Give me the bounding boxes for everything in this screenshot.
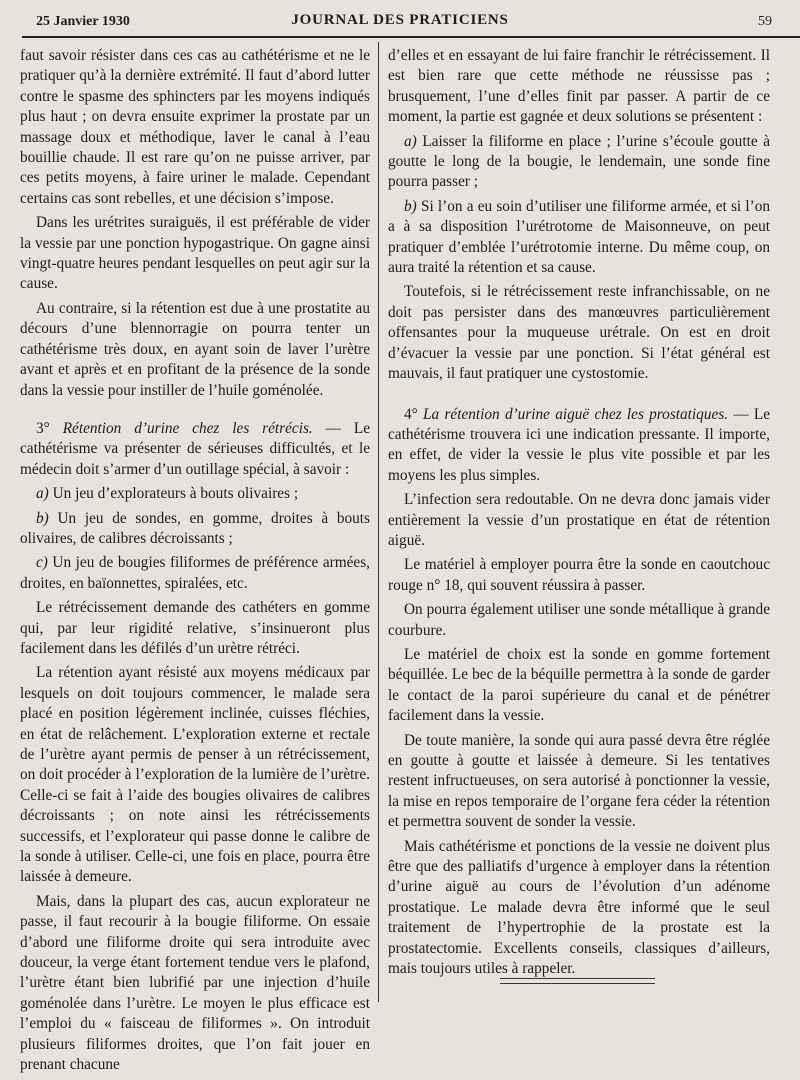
- item-text: Un jeu d’explorateurs à bouts olivaires ;: [48, 485, 299, 503]
- page-number: 59: [758, 14, 772, 29]
- section-number: 3°: [36, 419, 50, 437]
- paragraph: Mais cathétérisme et ponctions de la vessie ne doivent plus être que des palliatifs d’urgence à employer dans la rétention d’urine aiguë au cours de l’évolution d’un adénome prostatique. Le malade devra être informé que le seul traitement de l’hypertrophie de la prostate est la prostatectomie. Excellents conseils, classiques d’ailleurs, mais toujours utiles à rappeler.: [388, 837, 770, 978]
- left-column: [20, 46, 370, 1080]
- paragraph: d’elles et en essayant de lui faire franchir le rétrécissement. Il est bien rare que cette méthode ne réussisse pas ; brusquement, l’une d’elles finit par passer. A partir de ce moment, la partie est gagnée et deux solutions se présentent :: [388, 47, 770, 126]
- paragraph: Au contraire, si la rétention est due à une prostatite au décours d’une blennorragie on pourra tenter un cathétérisme très doux, en ayant soin de laver l’urètre avant et après et en profitant de la présence de la sonde dans la vessie pour instiller de l’huile goménolée.: [20, 299, 370, 399]
- item-label: a): [404, 132, 417, 150]
- item-text: Laisser la filiforme en place ; l’urine s’écoule goutte à goutte le long de la bougie, le lendemain, une sonde fine pourra passer ;: [388, 132, 770, 191]
- section-3: [20, 419, 370, 480]
- list-item: [20, 509, 370, 550]
- item-label: b): [404, 197, 417, 215]
- item-label: a): [36, 485, 49, 503]
- paragraph: Le rétrécissement demande des cathéters en gomme qui, par leur rigidité relative, s’insinueront plus facilement dans les défilés d’un urètre rétréci.: [20, 599, 370, 657]
- paragraph: Toutefois, si le rétrécissement reste infranchissable, on ne doit pas persister dans des manœuvres particulièrement offensantes pour la muqueuse urétrale. On est en droit d’évacuer la vessie par une ponction. Si l’état général est mauvais, il faut pratiquer une cystostomie.: [388, 283, 770, 383]
- page-header: [0, 0, 800, 40]
- end-rule: [500, 983, 655, 984]
- journal-title: JOURNAL DES PRATICIENS: [291, 12, 509, 28]
- paragraph: Le matériel de choix est la sonde en gomme fortement béquillée. Le bec de la béquille permettra à la sonde de garder le contact de la paroi supérieure du canal et de pénétrer facilement dans la vessie.: [388, 645, 770, 725]
- paragraph: L’infection sera redoutable. On ne devra donc jamais vider entièrement la vessie d’un prostatique en état de rétention aiguë.: [388, 491, 770, 549]
- list-item: [388, 197, 770, 279]
- paragraph: Mais, dans la plupart des cas, aucun explorateur ne passe, il faut recourir à la bougie filiforme. On essaie d’abord une filiforme droite qui sera introduite avec douceur, la verge étant fortement tendue vers le plafond, l’urètre étant bien lubrifié par une injection d’huile goménolée dans l’urètre. Le moyen le plus efficace est l’emploi du « faisceau de filiformes ». On introduit plusieurs filiformes droites, que l’on fait jouer en prenant chacune: [20, 892, 370, 1074]
- paragraph: De toute manière, la sonde qui aura passé devra être réglée en goutte à goutte et laissée à demeure. Si les tentatives restent infructueuses, on sera autorisé à ponctionner la vessie, la mise en repos temporaire de l’organe fera céder la rétention et permettra souvent de sonder la vessie.: [388, 731, 770, 831]
- paragraph: On pourra également utiliser une sonde métallique à grande courbure.: [388, 601, 770, 639]
- item-label: c): [36, 554, 48, 572]
- section-4: [388, 405, 770, 487]
- header-rule: [22, 36, 800, 38]
- right-column: [388, 46, 770, 983]
- item-text: Si l’on a eu soin d’utiliser une filiforme armée, et si l’on a à sa disposition l’urétrotome de Maisonneuve, on peut pratiquer d’emblée l’urétrotomie interne. Du même coup, on aura traité la rétention et sa cause.: [388, 197, 770, 277]
- end-rule: [500, 978, 655, 979]
- section-text: — Le cathétérisme trouvera ici une indication pressante. Il importe, en effet, de vider la vessie le plus vite possible et par les moyens les plus simples.: [388, 405, 770, 484]
- section-title: Rétention d’urine chez les rétrécis.: [62, 419, 313, 437]
- paragraph: La rétention ayant résisté aux moyens médicaux par lesquels on doit toujours commencer, le malade sera placé en position légèrement inclinée, cuisses fléchies, en état de relâchement. L’exploration externe et rectale de l’urètre ayant permis de penser à un rétrécissement, on doit procéder à l’exploration de la lumière de l’urètre. Celle-ci se fait à l’aide des bougies olivaires de calibres décroissants ; on note ainsi les rétrécissements successifs, et l’explorateur qui passe donne le calibre de la sonde à utiliser. Celle-ci, une fois en place, pourra être laissée à demeure.: [20, 664, 370, 886]
- item-text: Un jeu de sondes, en gomme, droites à bouts olivaires, de calibres décroissants ;: [20, 509, 370, 547]
- paragraph: Le matériel à employer pourra être la sonde en caoutchouc rouge n° 18, qui souvent réussira à passer.: [388, 556, 770, 594]
- item-text: Un jeu de bougies filiformes de préférence armées, droites, en baïonnettes, spiralées, etc.: [20, 554, 370, 592]
- section-number: 4°: [404, 405, 418, 423]
- column-divider: [378, 42, 379, 1002]
- item-label: b): [36, 509, 49, 527]
- section-text: — Le cathétérisme va présenter de sérieuses difficultés, et le médecin doit s’armer d’un outillage spécial, à savoir :: [20, 419, 370, 478]
- list-item: [20, 553, 370, 594]
- list-item: [20, 484, 370, 504]
- section-title: La rétention d’urine aiguë chez les prostatiques.: [423, 405, 729, 423]
- list-item: [388, 132, 770, 193]
- paragraph: Dans les urétrites suraiguës, il est préférable de vider la vessie par une ponction hypogastrique. On gagne ainsi vingt-quatre heures pendant lesquelles on peut agir sur la cause.: [20, 214, 370, 293]
- issue-date: 25 Janvier 1930: [36, 14, 130, 29]
- paragraph: faut savoir résister dans ces cas au cathétérisme et ne le pratiquer qu’à la dernière extrémité. Il faut d’abord lutter contre le spasme des sphincters par les moyens indiqués plus haut ; on devra ensuite exprimer la prostate par un massage doux et méthodique, laver le canal à l’eau bouillie chaude. Il est rare qu’on ne puisse arriver, par ces petits moyens, à faire uriner le malade. Cependant certains cas sont rebelles, et une décision s’impose.: [20, 47, 370, 207]
